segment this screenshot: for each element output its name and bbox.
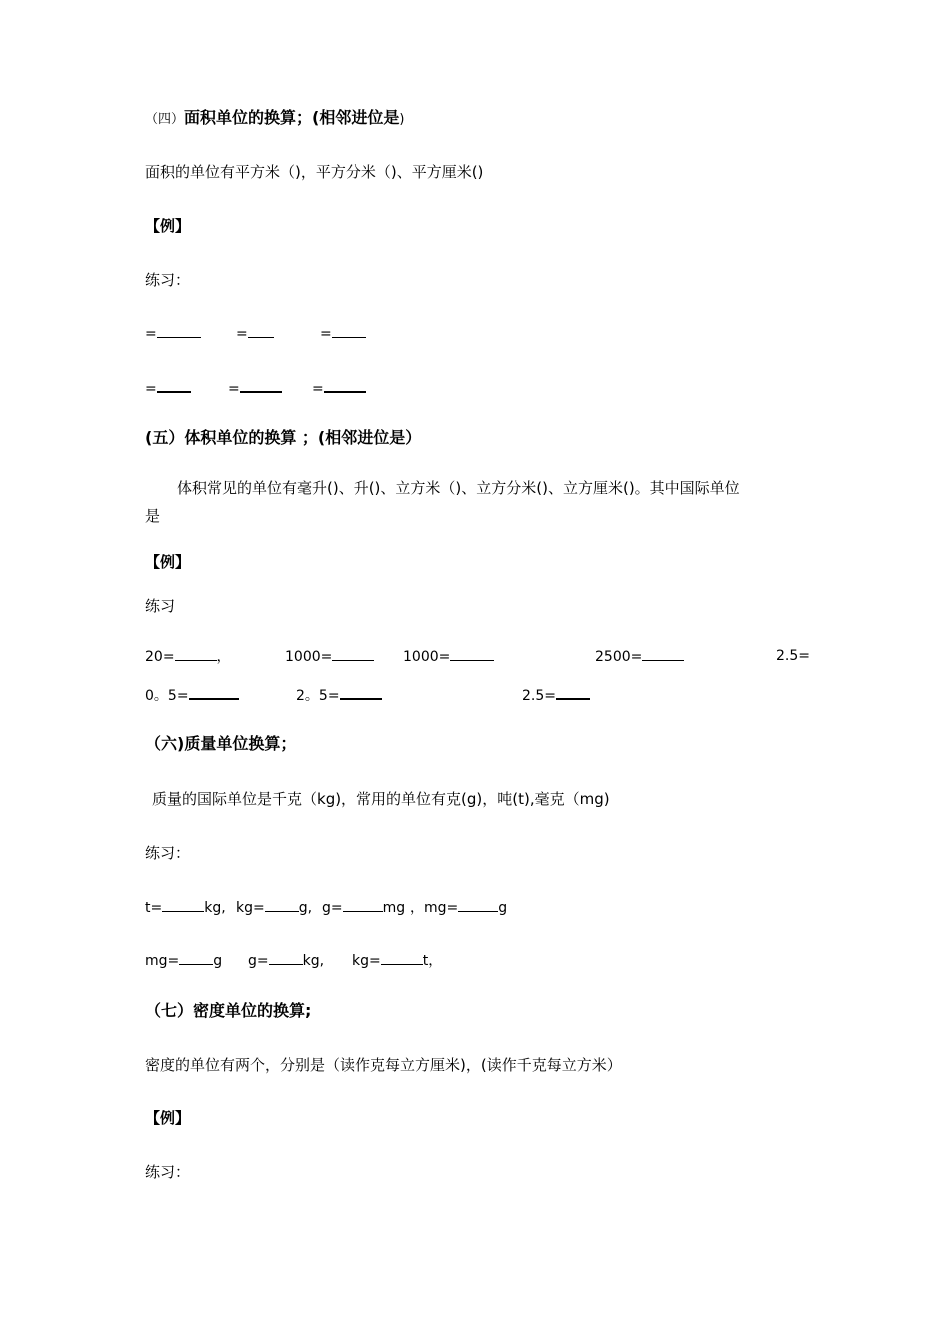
answer-blank: [175, 646, 217, 661]
answer-blank: [269, 950, 303, 965]
answer-blank: [332, 646, 374, 661]
section-5-practice: 练习: [145, 597, 176, 615]
section-4-example: 【例】: [145, 217, 191, 235]
answer-blank: [556, 684, 590, 700]
exercise-item: =: [236, 323, 274, 344]
answer-blank: [381, 950, 423, 965]
section-6-practice: 练习：: [145, 844, 191, 862]
exercise-item: =: [145, 377, 191, 399]
exercise-item: 20= ，: [145, 646, 231, 667]
section-4-suffix: ): [399, 112, 405, 127]
exercise-item: 1000=: [403, 646, 494, 667]
exercise-item: kg= t，: [352, 950, 442, 971]
section-7-title: （七）密度单位的换算;: [145, 1001, 312, 1020]
section-4-practice: 练习：: [145, 271, 191, 289]
answer-blank: [343, 897, 383, 912]
section-7-practice: 练习：: [145, 1163, 191, 1181]
exercise-item: ，mg= g: [410, 897, 507, 918]
exercise-item: t= kg,: [145, 897, 226, 918]
section-5-example: 【例】: [145, 553, 191, 571]
section-7-body: 密度的单位有两个，分别是（读作克每立方厘米)，(读作千克每立方米）: [145, 1056, 622, 1074]
exercise-item: mg= g: [145, 950, 222, 971]
section-4-body: 面积的单位有平方米（)，平方分米（)、平方厘米(): [145, 163, 484, 181]
section-4-prefix: （四）: [145, 112, 185, 127]
answer-blank: [332, 323, 366, 338]
answer-blank: [642, 646, 684, 661]
exercise-item: 2500=: [595, 646, 684, 667]
answer-blank: [179, 950, 213, 965]
section-4-title: 面积单位的换算；(相邻进位是: [184, 108, 400, 127]
answer-blank: [265, 897, 299, 912]
exercise-item: g= kg,: [248, 950, 324, 971]
answer-blank: [162, 897, 204, 912]
answer-blank: [157, 377, 191, 393]
section-5-title: (五）体积单位的换算 ；(相邻进位是）: [145, 428, 422, 447]
exercise-item: 2.5=: [522, 684, 590, 706]
answer-blank: [458, 897, 498, 912]
exercise-item: 2。5=: [296, 684, 382, 706]
answer-blank: [248, 323, 274, 338]
exercise-item: =: [312, 377, 366, 399]
section-6-body: 质量的国际单位是千克（kg)，常用的单位有克(g)，吨(t),毫克（mg): [152, 790, 610, 808]
answer-blank: [340, 684, 382, 700]
exercise-item: =: [228, 377, 282, 399]
answer-blank: [157, 323, 201, 338]
exercise-item: 1000=: [285, 646, 374, 667]
answer-blank: [324, 377, 366, 393]
section-6-title: （六)质量单位换算；: [145, 734, 297, 753]
exercise-item: 2.5=: [776, 648, 810, 664]
answer-blank: [450, 646, 494, 661]
section-5-body-line-2: 是: [145, 507, 161, 525]
section-5-body-line-1: 体积常见的单位有毫升()、升()、立方米（)、立方分米()、立方厘米()。其中国际单位: [177, 479, 740, 497]
exercise-item: kg= g,: [236, 897, 312, 918]
exercise-item: =: [145, 323, 201, 344]
exercise-item: 0。5=: [145, 684, 239, 706]
section-7-example: 【例】: [145, 1109, 191, 1127]
section-4-heading: [145, 108, 404, 130]
answer-blank: [189, 684, 239, 700]
exercise-item: g= mg: [322, 897, 405, 918]
exercise-item: =: [320, 323, 366, 344]
answer-blank: [240, 377, 282, 393]
